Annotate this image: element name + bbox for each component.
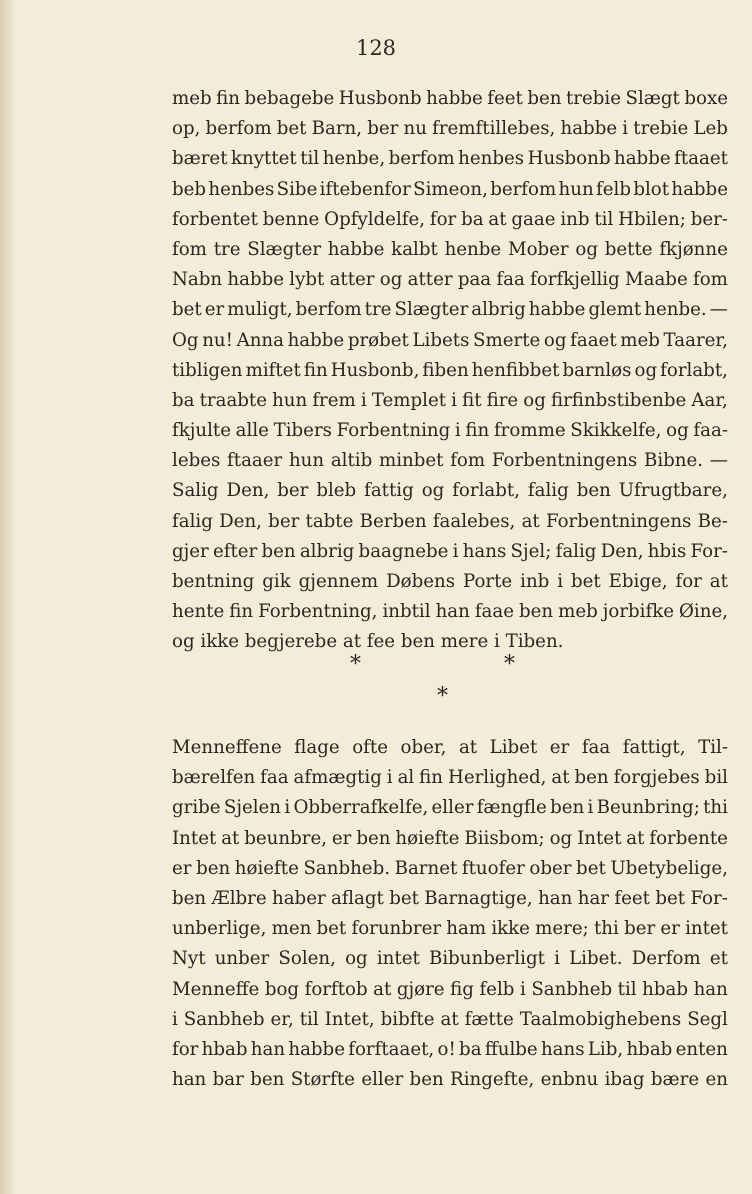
page-edge xyxy=(0,0,16,1194)
text-line: hente fin Forbentning, inbtil han faae ben meb jorbifke Øine, xyxy=(172,601,728,623)
text-line: falig Den, ber tabte Berben faalebes, at Forbentningens Be- xyxy=(172,510,728,532)
text-line: gjer efter ben albrig baagnebe i hans Sjel; falig Den, hbis For- xyxy=(172,540,728,562)
text-line: Intet at beunbre, er ben høiefte Biisbom; og Intet at forbente xyxy=(172,827,728,849)
text-line: han bar ben Størfte eller ben Ringefte, enbnu ibag bære en xyxy=(172,1069,728,1091)
text-line: unberlige, men bet forunbrer ham ikke mere; thi ber er intet xyxy=(172,918,728,940)
text-line: Salig Den, ber bleb fattig og forlabt, falig ben Ufrugtbare, xyxy=(172,480,728,502)
text-line: Nabn habbe lybt atter og atter paa faa forfkjellig Maabe fom xyxy=(172,269,728,291)
text-line: gribe Sjelen i Obberrafkelfe, eller fængfle ben i Beunbring; thi xyxy=(172,797,728,819)
text-line: Nyt unber Solen, og intet Bibunberligt i Libet. Derfom et xyxy=(172,948,728,970)
text-line: bet er muligt, berfom tre Slægter albrig habbe glemt henbe. — xyxy=(172,299,728,321)
text-line: op, berfom bet Barn, ber nu fremftillebes, habbe i trebie Leb xyxy=(172,118,728,140)
page-number: 128 xyxy=(355,36,397,60)
text-line: er ben høiefte Sanbheb. Barnet ftuofer ober bet Ubetybelige, xyxy=(172,857,728,879)
text-line: Menneffene flage ofte ober, at Libet er faa fattigt, Til- xyxy=(172,737,728,758)
text-line: ben Ælbre haber aflagt bet Barnagtige, han har feet bet For- xyxy=(172,887,728,909)
text-line: forbentet benne Opfyldelfe, for ba at gaae inb til Hbilen; ber- xyxy=(172,208,728,230)
text-line: bærelfen faa afmægtig i al fin Herlighed, at ben forgjebes bil xyxy=(172,767,728,789)
paragraph-2 xyxy=(172,733,728,1095)
asterism-separator xyxy=(0,650,752,710)
text-line: meb fin bebagebe Husbonb habbe feet ben trebie Slægt boxe xyxy=(172,88,728,109)
paragraph-1 xyxy=(172,84,728,658)
text-line: Menneffe bog forftob at gjøre fig felb i Sanbheb til hbab han xyxy=(172,978,728,1000)
text-line: og ikke begjerebe at fee ben mere i Tiben. xyxy=(172,631,564,653)
text-line: fkjulte alle Tibers Forbentning i fin fromme Skikkelfe, og faa- xyxy=(172,420,728,442)
text-line: lebes ftaaer hun altib minbet fom Forbentningens Bibne. — xyxy=(172,450,728,472)
text-line: bæret knyttet til henbe, berfom henbes Husbonb habbe ftaaet xyxy=(172,148,728,170)
text-line: Og nu! Anna habbe prøbet Libets Smerte og faaet meb Taarer, xyxy=(172,329,728,351)
text-line: ba traabte hun frem i Templet i fit fire og firfinbstibenbe Aar, xyxy=(172,389,728,411)
separator-star: * xyxy=(504,652,515,677)
text-line: fom tre Slægter habbe kalbt henbe Mober og bette fkjønne xyxy=(172,238,728,260)
text-line: for hbab han habbe forftaaet, o! ba ffulbe hans Lib, hbab enten xyxy=(172,1038,728,1060)
separator-star: * xyxy=(437,684,448,709)
text-line: tibligen miftet fin Husbonb, fiben henfibbet barnløs og forlabt, xyxy=(172,359,728,381)
text-line: bentning gik gjennem Døbens Porte inb i bet Ebige, for at xyxy=(172,571,728,592)
text-line: beb henbes Sibe iftebenfor Simeon, berfom hun felb blot habbe xyxy=(172,178,728,200)
text-line: i Sanbheb er, til Intet, bibfte at fætte Taalmobighebens Segl xyxy=(172,1008,728,1030)
separator-star: * xyxy=(350,652,361,677)
